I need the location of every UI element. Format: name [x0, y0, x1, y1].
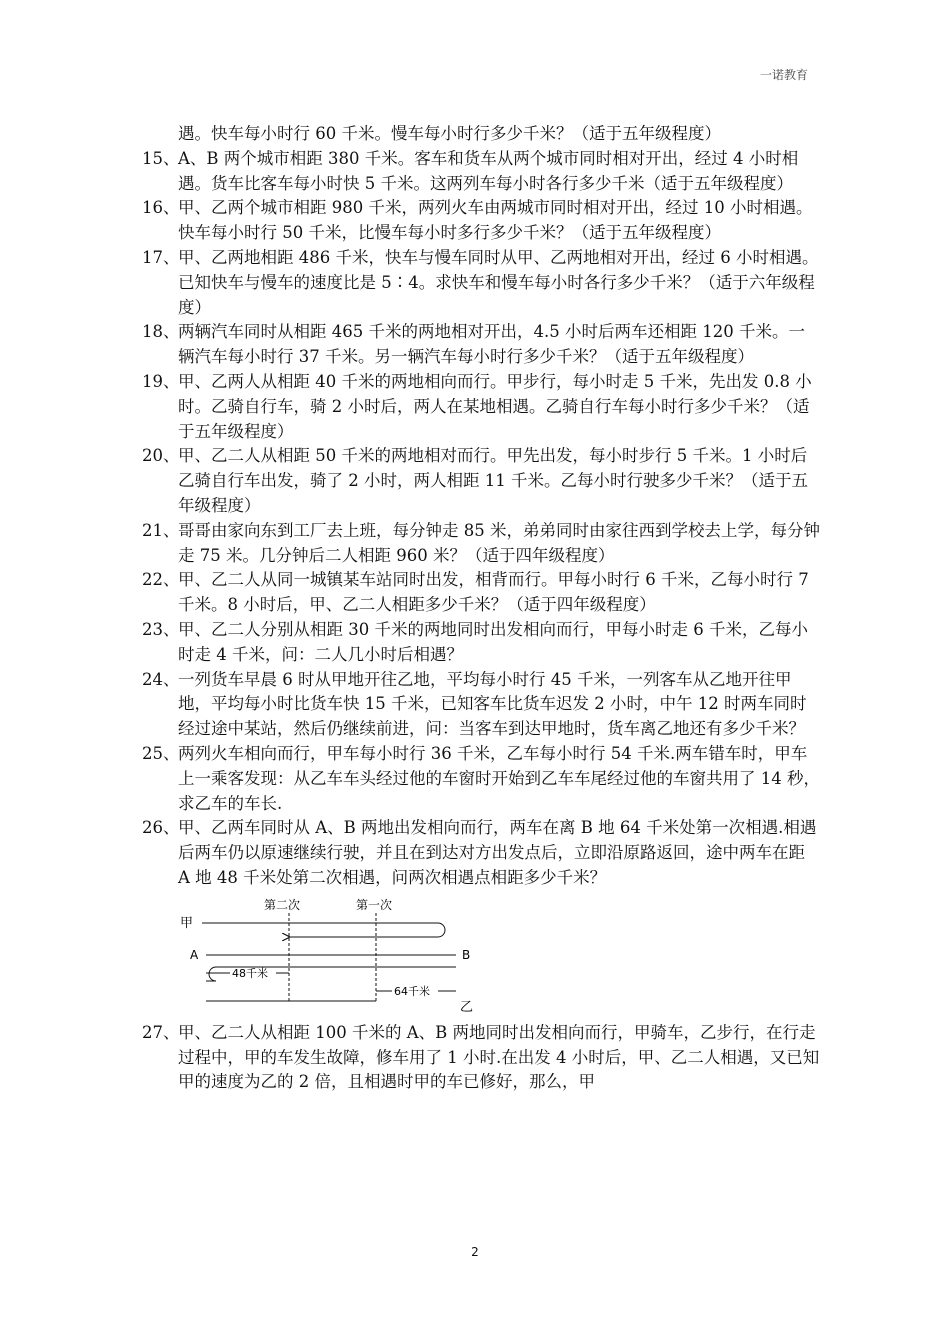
problem-21 [140, 519, 820, 569]
problem-23 [140, 618, 820, 668]
header-brand: 一诺教育 [759, 68, 808, 82]
problem-20 [140, 444, 820, 518]
continuation-text: 遇。快车每小时行 60 千米。慢车每小时行多少千米？（适于五年级程度） [178, 124, 721, 143]
problem-number: 15、 [142, 148, 180, 168]
problem-19 [140, 370, 820, 444]
problem-16 [140, 196, 820, 246]
problem-18 [140, 320, 820, 370]
document-body [140, 122, 820, 1095]
problem-text: 一列货车早晨 6 时从甲地开往乙地，平均每小时行 45 千米，一列客车从乙地开往甲地，平均每小时比货车快 15 千米，已知客车比货车迟发 2 小时，中午 12 时两车同时经过途中某站，然后仍继续前进，问：当客车到达甲地时，货车离乙地还有多少千米？ [178, 669, 807, 739]
problem-text: 甲、乙两人从相距 40 千米的两地相向而行。甲步行，每小时走 5 千米，先出发 0.8 小时。乙骑自行车，骑 2 小时后，两人在某地相遇。乙骑自行车每小时行多少千米？（适于五年级程度） [178, 371, 812, 441]
page-number: 2 [471, 1245, 479, 1259]
problem-text: 两辆汽车同时从相距 465 千米的两地相对开出，4.5 小时后两车还相距 120 千米。一辆汽车每小时行 37 千米。另一辆汽车每小时行多少千米？（适于五年级程度） [178, 322, 805, 367]
label-64km: 64千米 [394, 984, 430, 998]
problem-text: 甲、乙二人从同一城镇某车站同时出发，相背而行。甲每小时行 6 千米，乙每小时行 7 千米。8 小时后，甲、乙二人相距多少千米？（适于四年级程度） [178, 570, 809, 615]
problem-number: 16、 [142, 198, 180, 218]
problem-text: 甲、乙二人从相距 100 千米的 A、B 两地同时出发相向而行，甲骑车，乙步行，在行走过程中，甲的车发生故障，修车用了 1 小时.在出发 4 小时后，甲、乙二人相遇，又已知甲的速度为乙的 2 倍，且相遇时甲的车已修好，那么，甲 [178, 1022, 820, 1092]
problem-25 [140, 742, 820, 816]
problem-number: 18、 [142, 322, 180, 342]
problem-text: A、B 两个城市相距 380 千米。客车和货车从两个城市同时相对开出，经过 4 小时相遇。货车比客车每小时快 5 千米。这两列车每小时各行多少千米（适于五年级程度） [178, 148, 799, 193]
problem-26 [140, 816, 820, 890]
problem-22 [140, 568, 820, 618]
problem-text: 甲、乙两车同时从 A、B 两地出发相向而行，两车在离 B 地 64 千米处第一次相遇.相遇后两车仍以原速继续行驶，并且在到达对方出发点后，立即沿原路返回，途中两车在距 A 地 48 千米处第二次相遇，问两次相遇点相距多少千米？ [178, 818, 817, 887]
problem-text: 哥哥由家向东到工厂去上班，每分钟走 85 米，弟弟同时由家往西到学校去上学，每分钟走 75 米。几分钟后二人相距 960 米？（适于四年级程度） [178, 520, 820, 565]
problem-27 [140, 1021, 820, 1095]
problem-number: 23、 [142, 619, 180, 639]
problem-text: 甲、乙二人从相距 50 千米的两地相对而行。甲先出发，每小时步行 5 千米。1 小时后乙骑自行车出发，骑了 2 小时，两人相距 11 千米。乙每小时行驶多少千米？（适于五年级程度） [178, 446, 808, 515]
label-b: B [462, 947, 471, 962]
problem-number: 25、 [142, 743, 180, 763]
problem-number: 19、 [142, 371, 180, 391]
label-48km: 48千米 [232, 966, 268, 980]
label-first-meeting: 第一次 [356, 897, 393, 912]
problem-number: 24、 [142, 669, 180, 689]
problem-number: 20、 [142, 446, 180, 466]
meeting-diagram [176, 897, 486, 1015]
problem-text: 甲、乙两地相距 486 千米，快车与慢车同时从甲、乙两地相对开出，经过 6 小时相遇。已知快车与慢车的速度比是 5∶4。求快车和慢车每小时各行多少千米？（适于六年级程度） [178, 247, 819, 317]
problem-24 [140, 668, 820, 742]
problem-text: 两列火车相向而行，甲车每小时行 36 千米，乙车每小时行 54 千米.两车错车时，甲车上一乘客发现：从乙车车头经过他的车窗时开始到乙车车尾经过他的车窗共用了 14 秒，求乙车的车长. [178, 743, 820, 813]
problem-number: 27、 [142, 1022, 180, 1042]
label-a: A [190, 947, 199, 962]
problem-text: 甲、乙两个城市相距 980 千米，两列火车由两城市同时相对开出，经过 10 小时相遇。快车每小时行 50 千米，比慢车每小时多行多少千米？（适于五年级程度） [178, 198, 813, 243]
problem-15 [140, 147, 820, 197]
label-jia: 甲 [180, 915, 194, 931]
problem-number: 26、 [142, 818, 180, 838]
problem-number: 17、 [142, 247, 180, 267]
problem-text: 甲、乙二人分别从相距 30 千米的两地同时出发相向而行，甲每小时走 6 千米，乙每小时走 4 千米，问：二人几小时后相遇？ [178, 619, 808, 664]
jia-return-path [289, 923, 445, 937]
label-second-meeting: 第二次 [264, 897, 301, 912]
yi-return-path [206, 967, 216, 981]
problem-number: 21、 [142, 520, 180, 540]
problem-number: 22、 [142, 570, 180, 590]
problem-17 [140, 246, 820, 320]
label-yi: 乙 [460, 999, 474, 1015]
